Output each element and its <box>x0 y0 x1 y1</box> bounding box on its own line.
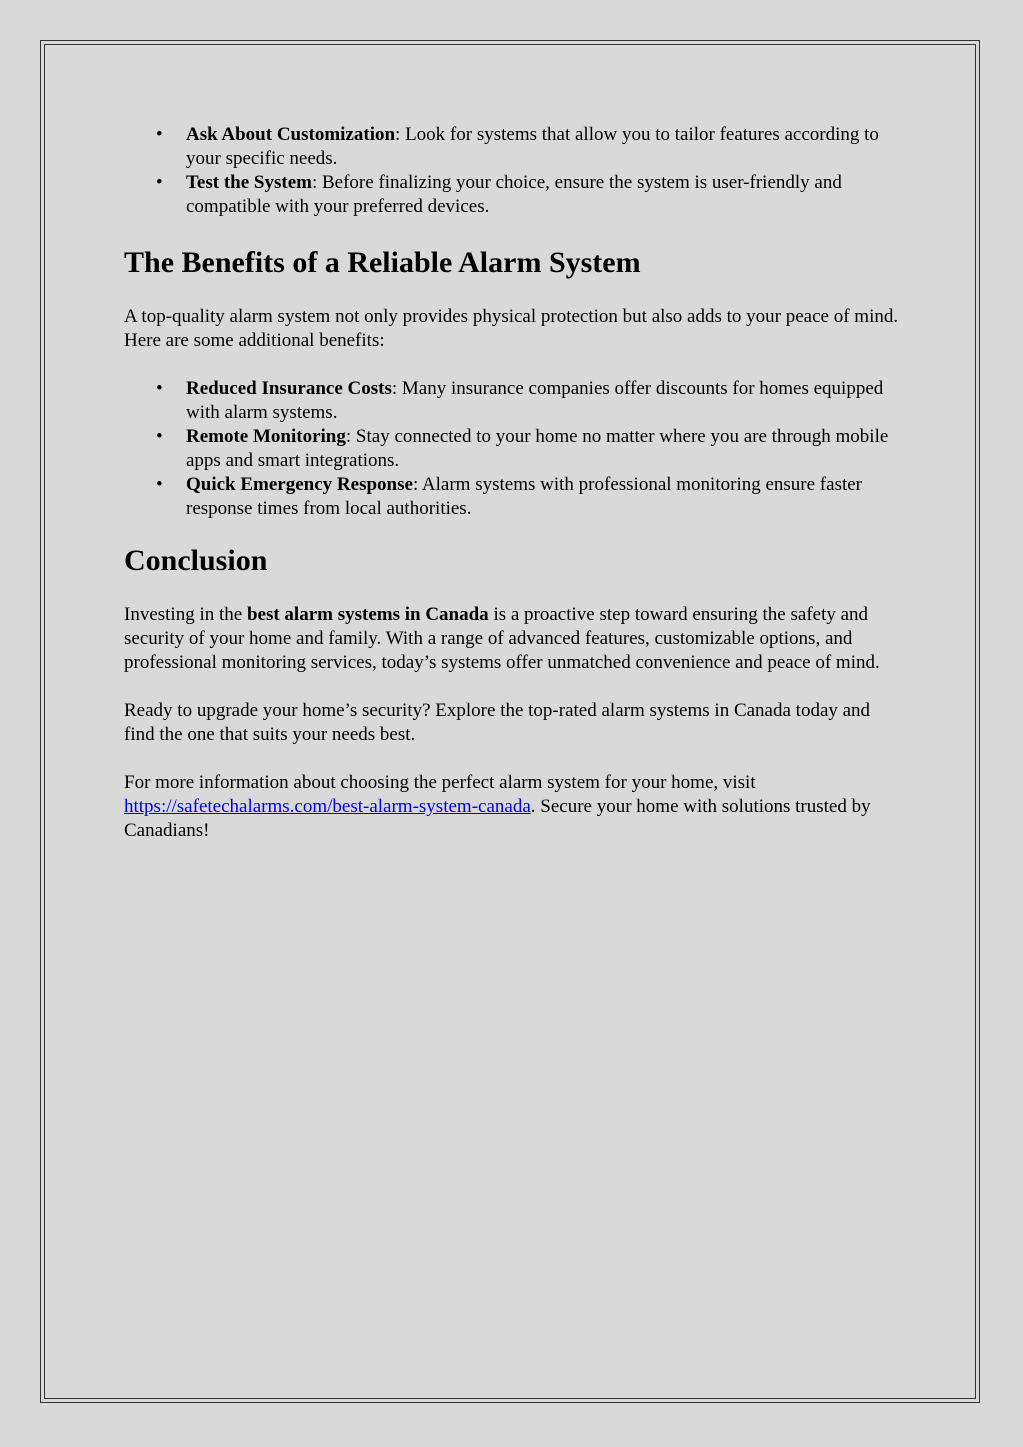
website-link[interactable]: https://safetechalarms.com/best-alarm-system-canada <box>124 796 531 817</box>
conclusion-bold-text: best alarm systems in Canada <box>246 604 489 625</box>
bullet-icon: • <box>156 426 163 447</box>
list-item-term: Quick Emergency Response <box>186 474 413 495</box>
conclusion-text: . Secure your home with solutions trusted by Canadians! <box>124 796 871 841</box>
document-body <box>124 123 904 843</box>
list-item-text: : Alarm systems with professional monitoring ensure faster response times from local authorities. <box>186 474 862 519</box>
conclusion-heading: Conclusion <box>124 544 268 577</box>
bullet-icon: • <box>156 378 163 399</box>
list-item <box>156 473 904 521</box>
benefits-heading: The Benefits of a Reliable Alarm System <box>124 246 641 279</box>
list-item-text: : Many insurance companies offer discounts for homes equipped with alarm systems. <box>186 378 884 423</box>
list-item-text: : Stay connected to your home no matter where you are through mobile apps and smart integrations. <box>186 426 889 471</box>
list-item-term: Test the System <box>186 172 312 193</box>
bullet-icon: • <box>156 124 163 145</box>
conclusion-paragraph-3 <box>124 771 904 843</box>
list-item-text: : Look for systems that allow you to tailor features according to your specific needs. <box>186 124 879 169</box>
list-item <box>156 123 904 171</box>
bullet-icon: • <box>156 172 163 193</box>
list-item-term: Ask About Customization <box>186 124 396 145</box>
list-item <box>156 171 904 219</box>
list-item-term: Reduced Insurance Costs <box>186 378 392 399</box>
list-item-term: Remote Monitoring <box>186 426 346 447</box>
list-item-text: : Before finalizing your choice, ensure the system is user-friendly and compatible with your preferred devices. <box>186 172 842 217</box>
conclusion-paragraph-1 <box>124 603 904 675</box>
conclusion-text: For more information about choosing the perfect alarm system for your home, visit <box>124 772 756 793</box>
benefits-list <box>124 377 904 521</box>
conclusion-text: Investing in the <box>124 604 247 625</box>
bullet-icon: • <box>156 474 163 495</box>
conclusion-paragraph-2: Ready to upgrade your home’s security? Explore the top-rated alarm systems in Canada today and find the one that suits your needs best. <box>124 700 871 745</box>
list-item <box>156 425 904 473</box>
tips-list <box>124 123 904 219</box>
list-item <box>156 377 904 425</box>
conclusion-text: is a proactive step toward ensuring the safety and security of your home and family. With a range of advanced features, customizable options, and professional monitoring services, today’s systems offer unmatched convenience and peace of mind. <box>124 604 880 673</box>
benefits-intro: A top-quality alarm system not only provides physical protection but also adds to your peace of mind. Here are some additional benefits: <box>124 306 899 351</box>
